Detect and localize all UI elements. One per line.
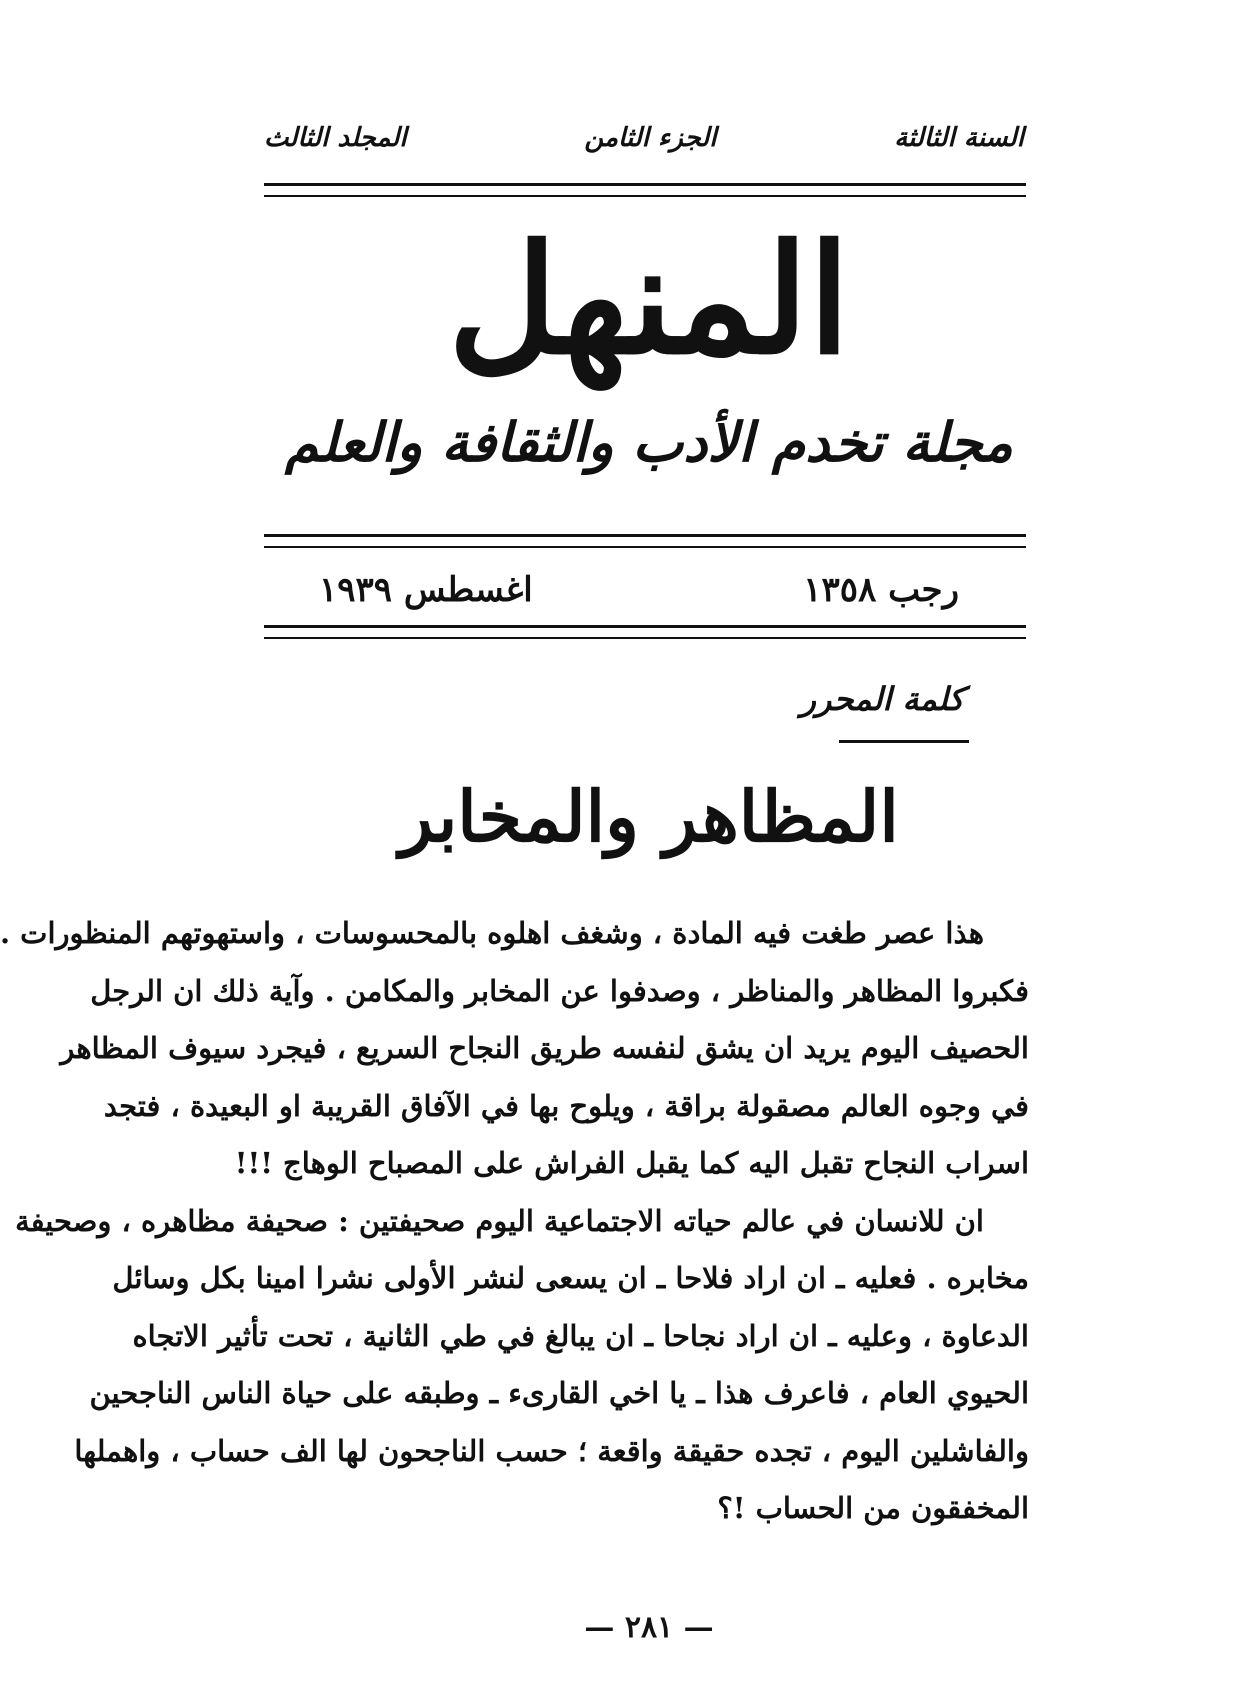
body-line: مخابره . فعليه ـ ان اراد فلاحا ـ ان يسعى لنشر الأولى نشرا امينا بكل وسائل xyxy=(112,1261,1029,1295)
article-body xyxy=(0,905,1029,1538)
header-divider xyxy=(264,183,1026,197)
dates-divider xyxy=(264,625,1026,639)
section-label-underline xyxy=(839,740,969,743)
body-line: هذا عصر طغت فيه المادة ، وشغف اهلوه بالمحسوسات ، واستهوتهم المنظورات . xyxy=(0,916,984,950)
volume-label: المجلد الثالث xyxy=(264,123,407,153)
body-line: الحصيف اليوم يريد ان يشق لنفسه طريق النجاح السريع ، فيجرد سيوف المظاهر xyxy=(60,1031,1029,1065)
body-line: الدعاوة ، وعليه ـ ان اراد نجاحا ـ ان يبالغ في طي الثانية ، تحت تأثير الاتجاه xyxy=(132,1318,1029,1353)
body-line: الحيوي العام ، فاعرف هذا ـ يا اخي القارىء ـ وطبقه على حياة الناس الناجحين xyxy=(89,1376,1029,1410)
article-title: المظاهر والمخابر xyxy=(399,775,899,858)
body-line: والفاشلين اليوم ، تجده حقيقة واقعة ؛ حسب الناجحون لها الف حساب ، واهملها xyxy=(74,1433,1029,1468)
page-number: — ٢٨١ — xyxy=(584,1610,714,1645)
masthead-divider xyxy=(264,534,1026,548)
gregorian-date: اغسطس ١٩٣٩ xyxy=(319,570,533,610)
part-label: الجزء الثامن xyxy=(584,123,717,153)
body-line: المخفقون من الحساب !؟ xyxy=(717,1491,1029,1525)
body-line: فكبروا المظاهر والمناظر ، وصدفوا عن المخابر والمكامن . وآية ذلك ان الرجل xyxy=(90,973,1029,1008)
body-line: ان للانسان في عالم حياته الاجتماعية اليوم صحيفتين : صحيفة مظاهره ، وصحيفة xyxy=(15,1203,984,1238)
body-line: في وجوه العالم مصقولة براقة ، ويلوح بها في الآفاق القريبة او البعيدة ، فتجد xyxy=(103,1088,1029,1123)
issue-dates xyxy=(319,565,959,615)
issue-header xyxy=(264,118,1024,158)
section-label: كلمة المحرر xyxy=(800,680,964,718)
magazine-subtitle: مجلة تخدم الأدب والثقافة والعلم xyxy=(285,410,1013,474)
magazine-title: المنهل xyxy=(447,212,851,388)
hijri-date: رجب ١٣٥٨ xyxy=(803,570,959,610)
year-label: السنة الثالثة xyxy=(894,123,1024,153)
body-line: اسراب النجاح تقبل اليه كما يقبل الفراش على المصباح الوهاج !!! xyxy=(234,1146,1029,1180)
